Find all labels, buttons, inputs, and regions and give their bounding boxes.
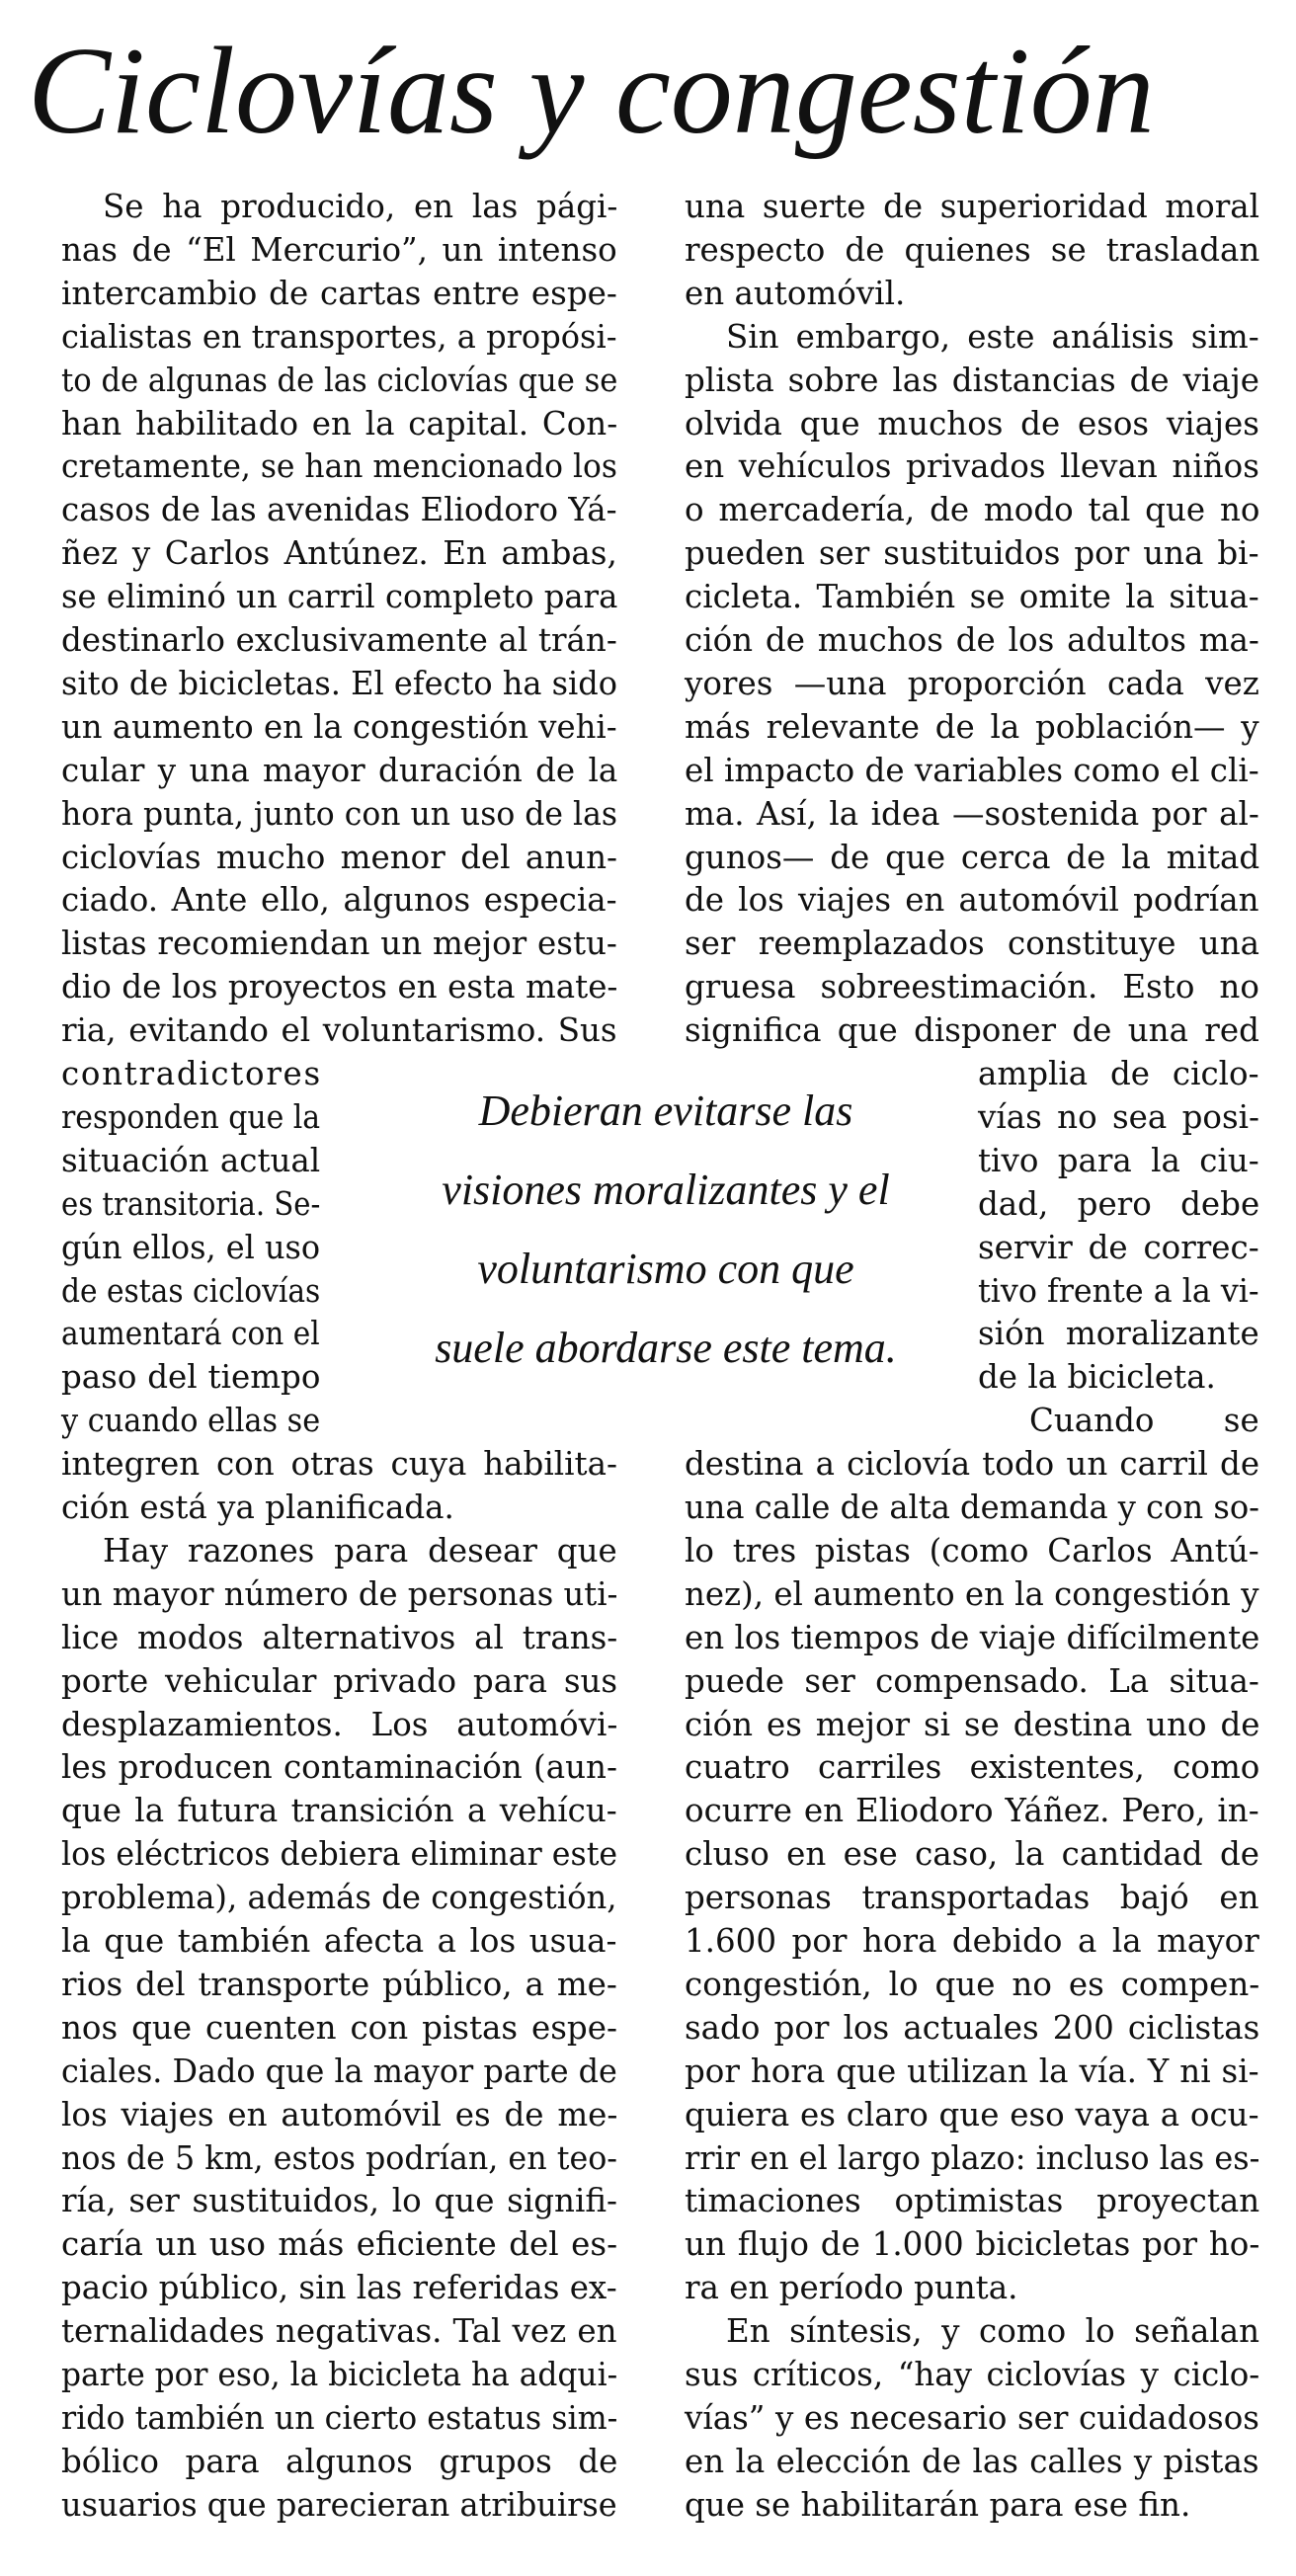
article-text-line: ñez y Carlos Antúnez. En ambas,: [61, 534, 617, 573]
article-text-line: Se ha producido, en las pági-: [103, 188, 618, 225]
article-text-line: respecto de quienes se trasladan: [685, 230, 1260, 269]
article-text-line: nez), el aumento en la congestión y: [685, 1574, 1259, 1613]
article-text-line: los viajes en automóvil es de me-: [61, 2095, 618, 2133]
article-text-line: dio de los proyectos en esta mate-: [61, 968, 618, 1006]
article-text-line: pueden ser sustituidos por una bi-: [685, 534, 1259, 573]
article-text-line: dad, pero debe: [978, 1184, 1260, 1223]
article-text-line: puede ser compensado. La situa-: [685, 1661, 1259, 1700]
article-text-line: to de algunas de las ciclovías que se: [61, 361, 618, 399]
article-text-line: tivo para la ciu-: [978, 1141, 1259, 1179]
article-text-line: contradictores: [61, 1055, 322, 1092]
article-text-line: bólico para algunos grupos de: [61, 2442, 618, 2480]
article-text-line: cluso en ese caso, la cantidad de: [685, 1835, 1259, 1874]
article-text-line: de los viajes en automóvil podrían: [685, 881, 1259, 920]
article-text-line: más relevante de la población— y: [685, 707, 1259, 746]
article-text-line: listas recomiendan un mejor estu-: [61, 925, 617, 963]
article-text-line: el impacto de variables como el cli-: [685, 751, 1259, 789]
article-text-line: cialistas en transportes, a propósi-: [61, 317, 617, 356]
article-text-line: vías” y es necesario ser cuidadosos: [685, 2398, 1259, 2437]
article-text-line: gunos— de que cerca de la mitad: [685, 838, 1260, 876]
pull-quote-line: Debieran evitarse las: [478, 1087, 853, 1135]
article-text-line: destinarlo exclusivamente al trán-: [61, 621, 617, 659]
article-text-line: un flujo de 1.000 bicicletas por ho-: [685, 2225, 1260, 2264]
article-text-line: o mercadería, de modo tal que no: [685, 491, 1260, 529]
article-text-line: ma. Así, la idea —sostenida por al-: [685, 794, 1259, 833]
article-text-line: usuarios que parecieran atribuirse: [61, 2485, 617, 2524]
article-text-line: integren con otras cuya habilita-: [61, 1445, 617, 1484]
article-text-line: aumentará con el: [61, 1315, 320, 1353]
article-text-line: una calle de alta demanda y con so-: [685, 1489, 1260, 1526]
article-text-line: situación actual: [61, 1141, 321, 1179]
article-text-line: lice modos alternativos al trans-: [61, 1618, 618, 1656]
pull-quote: [407, 1082, 925, 1437]
article-text-line: cretamente, se han mencionado los: [61, 447, 617, 486]
article-text-line: paso del tiempo: [61, 1358, 321, 1397]
article-text-line: en los tiempos de viaje difícilmente: [685, 1618, 1260, 1656]
pull-quote-line: suele abordarse este tema.: [435, 1324, 897, 1372]
article-text-line: nos de 5 km, estos podrían, en teo-: [61, 2138, 618, 2177]
article-text-line: ra en período punta.: [685, 2269, 1018, 2307]
article-text-line: y cuando ellas se: [61, 1402, 321, 1440]
article-text-line: ción de muchos de los adultos ma-: [685, 621, 1259, 659]
article-text-line: les producen contaminación (aun-: [61, 1748, 617, 1787]
article-text-line: Hay razones para desear que: [103, 1531, 617, 1570]
article-text-line: sado por los actuales 200 ciclistas: [685, 2008, 1260, 2047]
article-text-line: porte vehicular privado para sus: [61, 1661, 618, 1700]
article-text-line: personas transportadas bajó en: [685, 1879, 1259, 1917]
article-text-line: se eliminó un carril completo para: [61, 578, 618, 616]
article-text-line: ción es mejor si se destina uno de: [685, 1705, 1260, 1743]
article-text-line: de estas ciclovías: [61, 1271, 321, 1310]
article-text-line: desplazamientos. Los automóvi-: [61, 1705, 618, 1743]
article-text-line: intercambio de cartas entre espe-: [61, 274, 617, 312]
article-text-line: por hora que utilizan la vía. Y ni si-: [685, 2052, 1259, 2090]
article-text-line: han habilitado en la capital. Con-: [61, 404, 618, 443]
article-text-line: olvida que muchos de esos viajes: [685, 404, 1259, 443]
article-text-line: parte por eso, la bicicleta ha adqui-: [61, 2356, 618, 2393]
article-text-line: sión moralizante: [978, 1315, 1259, 1353]
article-text-line: en la elección de las calles y pistas: [685, 2442, 1259, 2480]
article-text-line: ría, ser sustituidos, lo que signifi-: [61, 2182, 618, 2220]
article-text-line: ciales. Dado que la mayor parte de: [61, 2052, 617, 2090]
article-text-line: rido también un cierto estatus sim-: [61, 2398, 618, 2437]
article-text-line: ternalidades negativas. Tal vez en: [61, 2312, 617, 2351]
article-text-line: amplia de ciclo-: [978, 1055, 1259, 1092]
article-text-line: un mayor número de personas uti-: [61, 1574, 618, 1613]
article-text-line: Sin embargo, este análisis sim-: [726, 317, 1259, 356]
article-text-line: ciclovías mucho menor del anun-: [61, 838, 618, 876]
article-text-line: los eléctricos debiera eliminar este: [61, 1835, 618, 1874]
article-text-line: lo tres pistas (como Carlos Antú-: [685, 1531, 1259, 1570]
article-text-line: responden que la: [61, 1097, 321, 1136]
article-text-line: sito de bicicletas. El efecto ha sido: [61, 664, 617, 702]
article-text-line: destina a ciclovía todo un carril de: [685, 1445, 1260, 1484]
article-text-line: que se habilitarán para ese fin.: [685, 2485, 1191, 2524]
article-text-line: yores —una proporción cada vez: [685, 664, 1259, 702]
article-text-line: de la bicicleta.: [978, 1358, 1216, 1397]
pull-quote-line: voluntarismo con que: [477, 1245, 854, 1293]
article-text-line: gún ellos, el uso: [61, 1228, 321, 1266]
article-text-line: cular y una mayor duración de la: [61, 751, 618, 789]
article-text-line: significa que disponer de una red: [685, 1011, 1259, 1050]
article-text-line: plista sobre las distancias de viaje: [685, 361, 1260, 399]
pull-quote-line: visiones moralizantes y el: [442, 1166, 890, 1214]
article-text-line: timaciones optimistas proyectan: [685, 2182, 1260, 2220]
article-text-line: nos que cuenten con pistas espe-: [61, 2008, 617, 2047]
article-text-line: en automóvil.: [685, 274, 906, 312]
article-text-line: cicleta. También se omite la situa-: [685, 578, 1259, 616]
article-text-line: tivo frente a la vi-: [978, 1271, 1259, 1310]
article-text-line: ria, evitando el voluntarismo. Sus: [61, 1011, 617, 1050]
article-text-line: gruesa sobreestimación. Esto no: [685, 968, 1259, 1006]
article-title: Ciclovías y congestión: [28, 23, 1155, 160]
article-text-line: hora punta, junto con un uso de las: [61, 794, 617, 833]
article-text-line: una suerte de superioridad moral: [685, 188, 1260, 225]
article-text-line: vías no sea posi-: [978, 1097, 1260, 1136]
article-text-line: es transitoria. Se-: [61, 1184, 321, 1223]
article-text-line: rios del transporte público, a me-: [61, 1965, 617, 2003]
article-text-line: problema), además de congestión,: [61, 1879, 617, 1917]
article-text-line: un aumento en la congestión vehi-: [61, 707, 617, 746]
article-text-line: quiera es claro que eso vaya a ocu-: [685, 2095, 1259, 2133]
article-text-line: ción está ya planificada.: [61, 1489, 454, 1526]
article-text-line: en vehículos privados llevan niños: [685, 447, 1259, 486]
article-text-line: sus críticos, “hay ciclovías y ciclo-: [685, 2356, 1260, 2393]
article-text-line: nas de “El Mercurio”, un intenso: [61, 230, 617, 269]
article-text-line: ser reemplazados constituye una: [685, 925, 1260, 963]
article-text-line: casos de las avenidas Eliodoro Yá-: [61, 491, 617, 529]
article-text-line: que la futura transición a vehícu-: [61, 1792, 617, 1830]
article-text-line: caría un uso más eficiente del es-: [61, 2225, 618, 2264]
article-text-line: pacio público, sin las referidas ex-: [61, 2269, 617, 2307]
article-text-line: ocurre en Eliodoro Yáñez. Pero, in-: [685, 1792, 1259, 1830]
article-text-line: En síntesis, y como lo señalan: [726, 2312, 1260, 2351]
article-text-line: congestión, lo que no es compen-: [685, 1965, 1260, 2003]
article-text-line: servir de correc-: [978, 1228, 1259, 1266]
article-text-line: 1.600 por hora debido a la mayor: [685, 1922, 1259, 1960]
article-text-line: Cuando se: [1029, 1402, 1259, 1440]
article-text-line: cuatro carriles existentes, como: [685, 1748, 1260, 1787]
article-text-line: ciado. Ante ello, algunos especia-: [61, 881, 617, 920]
article-text-line: la que también afecta a los usua-: [61, 1922, 617, 1960]
article-text-line: rrir en el largo plazo: incluso las es-: [685, 2138, 1260, 2177]
